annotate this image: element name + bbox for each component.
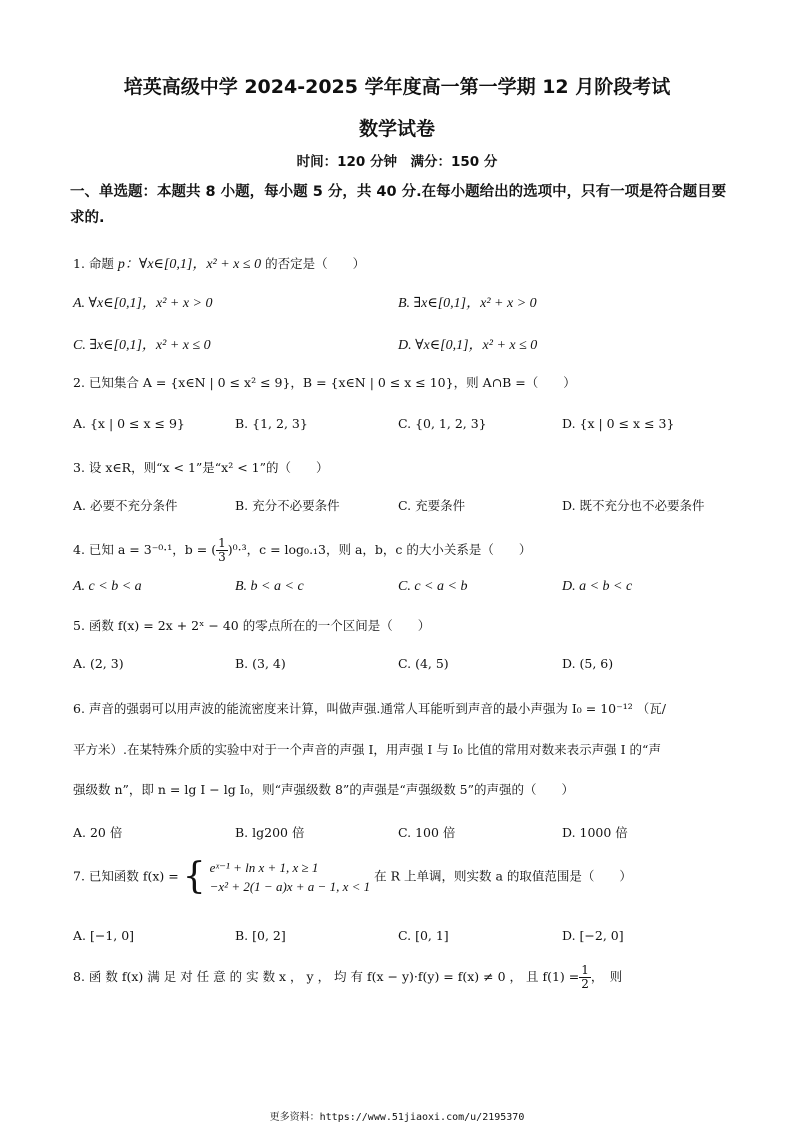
footer-link[interactable]: 更多资料：https://www.51jiaoxi.com/u/2195370	[269, 1112, 525, 1123]
q7-option-c: C. [0, 1]	[398, 928, 449, 943]
q1-option-a: A. ∀x∈[0,1]，x² + x > 0	[73, 296, 213, 311]
question-7-stem	[73, 858, 733, 896]
q2-option-c: C. {0, 1, 2, 3}	[398, 416, 487, 431]
q6-option-d: D. 1000 倍	[562, 825, 628, 840]
q7-stem-pre: 7. 已知函数 f(x) =	[73, 868, 179, 884]
q7-left-brace: {	[182, 856, 206, 897]
q7-option-a: A. [−1, 0]	[73, 928, 135, 943]
q4-frac-den: 3	[218, 550, 226, 564]
q7-case-1: eˣ⁻¹ + ln x + 1, x ≥ 1	[209, 860, 319, 875]
q6-line-1: 6. 声音的强弱可以用声波的能流密度来计算，叫做声强.通常人耳能听到声音的最小声强为 I₀ = 10⁻¹² （瓦/	[73, 701, 666, 716]
question-6-stem	[73, 697, 733, 802]
q8-frac-den: 2	[581, 977, 589, 991]
q8-stem-post: ， 则	[590, 969, 623, 984]
q1-stem-pre: 1. 命题	[73, 256, 114, 271]
q2-option-d: D. {x | 0 ≤ x ≤ 3}	[562, 416, 675, 431]
exam-subtitle: 数学试卷	[358, 118, 435, 140]
question-8-stem	[73, 964, 733, 991]
q4-frac-num: 1	[218, 536, 226, 550]
q1-option-d: D. ∀x∈[0,1]，x² + x ≤ 0	[398, 338, 538, 353]
q4-stem-pre: 4. 已知 a = 3⁻⁰·¹，b = (	[73, 542, 217, 557]
q7-stem-post: 在 R 上单调，则实数 a 的取值范围是（ ）	[374, 868, 632, 884]
question-5-stem: 5. 函数 f(x) = 2x + 2ˣ − 40 的零点所在的一个区间是（ ）	[73, 618, 431, 633]
q5-option-c: C. (4, 5)	[398, 656, 449, 671]
q5-option-a: A. (2, 3)	[73, 656, 124, 671]
q8-stem-pre: 8. 函 数 f(x) 满 足 对 任 意 的 实 数 x ， y ， 均 有 f(x − y)·f(y) = f(x) ≠ 0 ， 且 f(1) =	[73, 969, 580, 984]
q2-option-b: B. {1, 2, 3}	[235, 416, 308, 431]
section-heading: 一、单选题：本题共 8 小题，每小题 5 分，共 40 分.在每小题给出的选项中，只有一项是符合题目要求的.	[70, 184, 727, 226]
q4-fraction	[216, 537, 228, 564]
q4-stem-post: )⁰·³，c = log₀.₁3，则 a，b，c 的大小关系是（ ）	[227, 542, 532, 557]
q3-option-b: B. 充分不必要条件	[235, 498, 340, 513]
q3-option-a: A. 必要不充分条件	[73, 498, 178, 513]
question-3-stem: 3. 设 x∈R，则“x < 1”是“x² < 1”的（ ）	[73, 460, 329, 475]
q7-option-d: D. [−2, 0]	[562, 928, 624, 943]
q7-piecewise	[210, 858, 371, 896]
q1-stem-math: p：∀x∈[0,1]，x² + x ≤ 0	[117, 257, 262, 272]
exam-meta: 时间：120 分钟 满分：150 分	[296, 154, 498, 170]
q8-fraction	[579, 964, 591, 991]
q1-option-b: B. ∃x∈[0,1]，x² + x > 0	[398, 296, 537, 311]
question-4-stem	[73, 537, 733, 564]
q7-option-b: B. [0, 2]	[235, 928, 286, 943]
q6-option-a: A. 20 倍	[73, 825, 123, 840]
q6-line-2: 平方米）.在某特殊介质的实验中对于一个声音的声强 I，用声强 I 与 I₀ 比值的常用对数来表示声强 I 的“声	[73, 742, 661, 757]
q5-option-d: D. (5, 6)	[562, 656, 614, 671]
q8-frac-num: 1	[581, 963, 589, 977]
q1-option-c: C. ∃x∈[0,1]，x² + x ≤ 0	[73, 338, 211, 353]
q4-option-a: A. c < b < a	[73, 579, 142, 594]
q3-option-d: D. 既不充分也不必要条件	[562, 498, 705, 513]
q6-option-c: C. 100 倍	[398, 825, 456, 840]
q4-option-d: D. a < b < c	[562, 579, 633, 594]
q3-option-c: C. 充要条件	[398, 498, 466, 513]
q5-option-b: B. (3, 4)	[235, 656, 286, 671]
q1-stem-post: 的否定是（ ）	[265, 256, 366, 271]
exam-title: 培英高级中学 2024-2025 学年度高一第一学期 12 月阶段考试	[123, 76, 671, 98]
q6-option-b: B. lg200 倍	[235, 825, 305, 840]
question-1-stem	[73, 253, 733, 273]
q6-line-3: 强级数 n”，即 n = lg I − lg I₀，则“声强级数 8”的声强是“声强级数 5”的声强的（ ）	[73, 782, 575, 797]
q4-option-c: C. c < a < b	[398, 579, 468, 594]
q2-option-a: A. {x | 0 ≤ x ≤ 9}	[73, 416, 185, 431]
question-2-stem: 2. 已知集合 A = {x∈N | 0 ≤ x² ≤ 9}，B = {x∈N | 0 ≤ x ≤ 10}，则 A∩B =（ ）	[73, 375, 576, 390]
q4-option-b: B. b < a < c	[235, 579, 304, 594]
q7-case-2: −x² + 2(1 − a)x + a − 1, x < 1	[209, 879, 371, 894]
